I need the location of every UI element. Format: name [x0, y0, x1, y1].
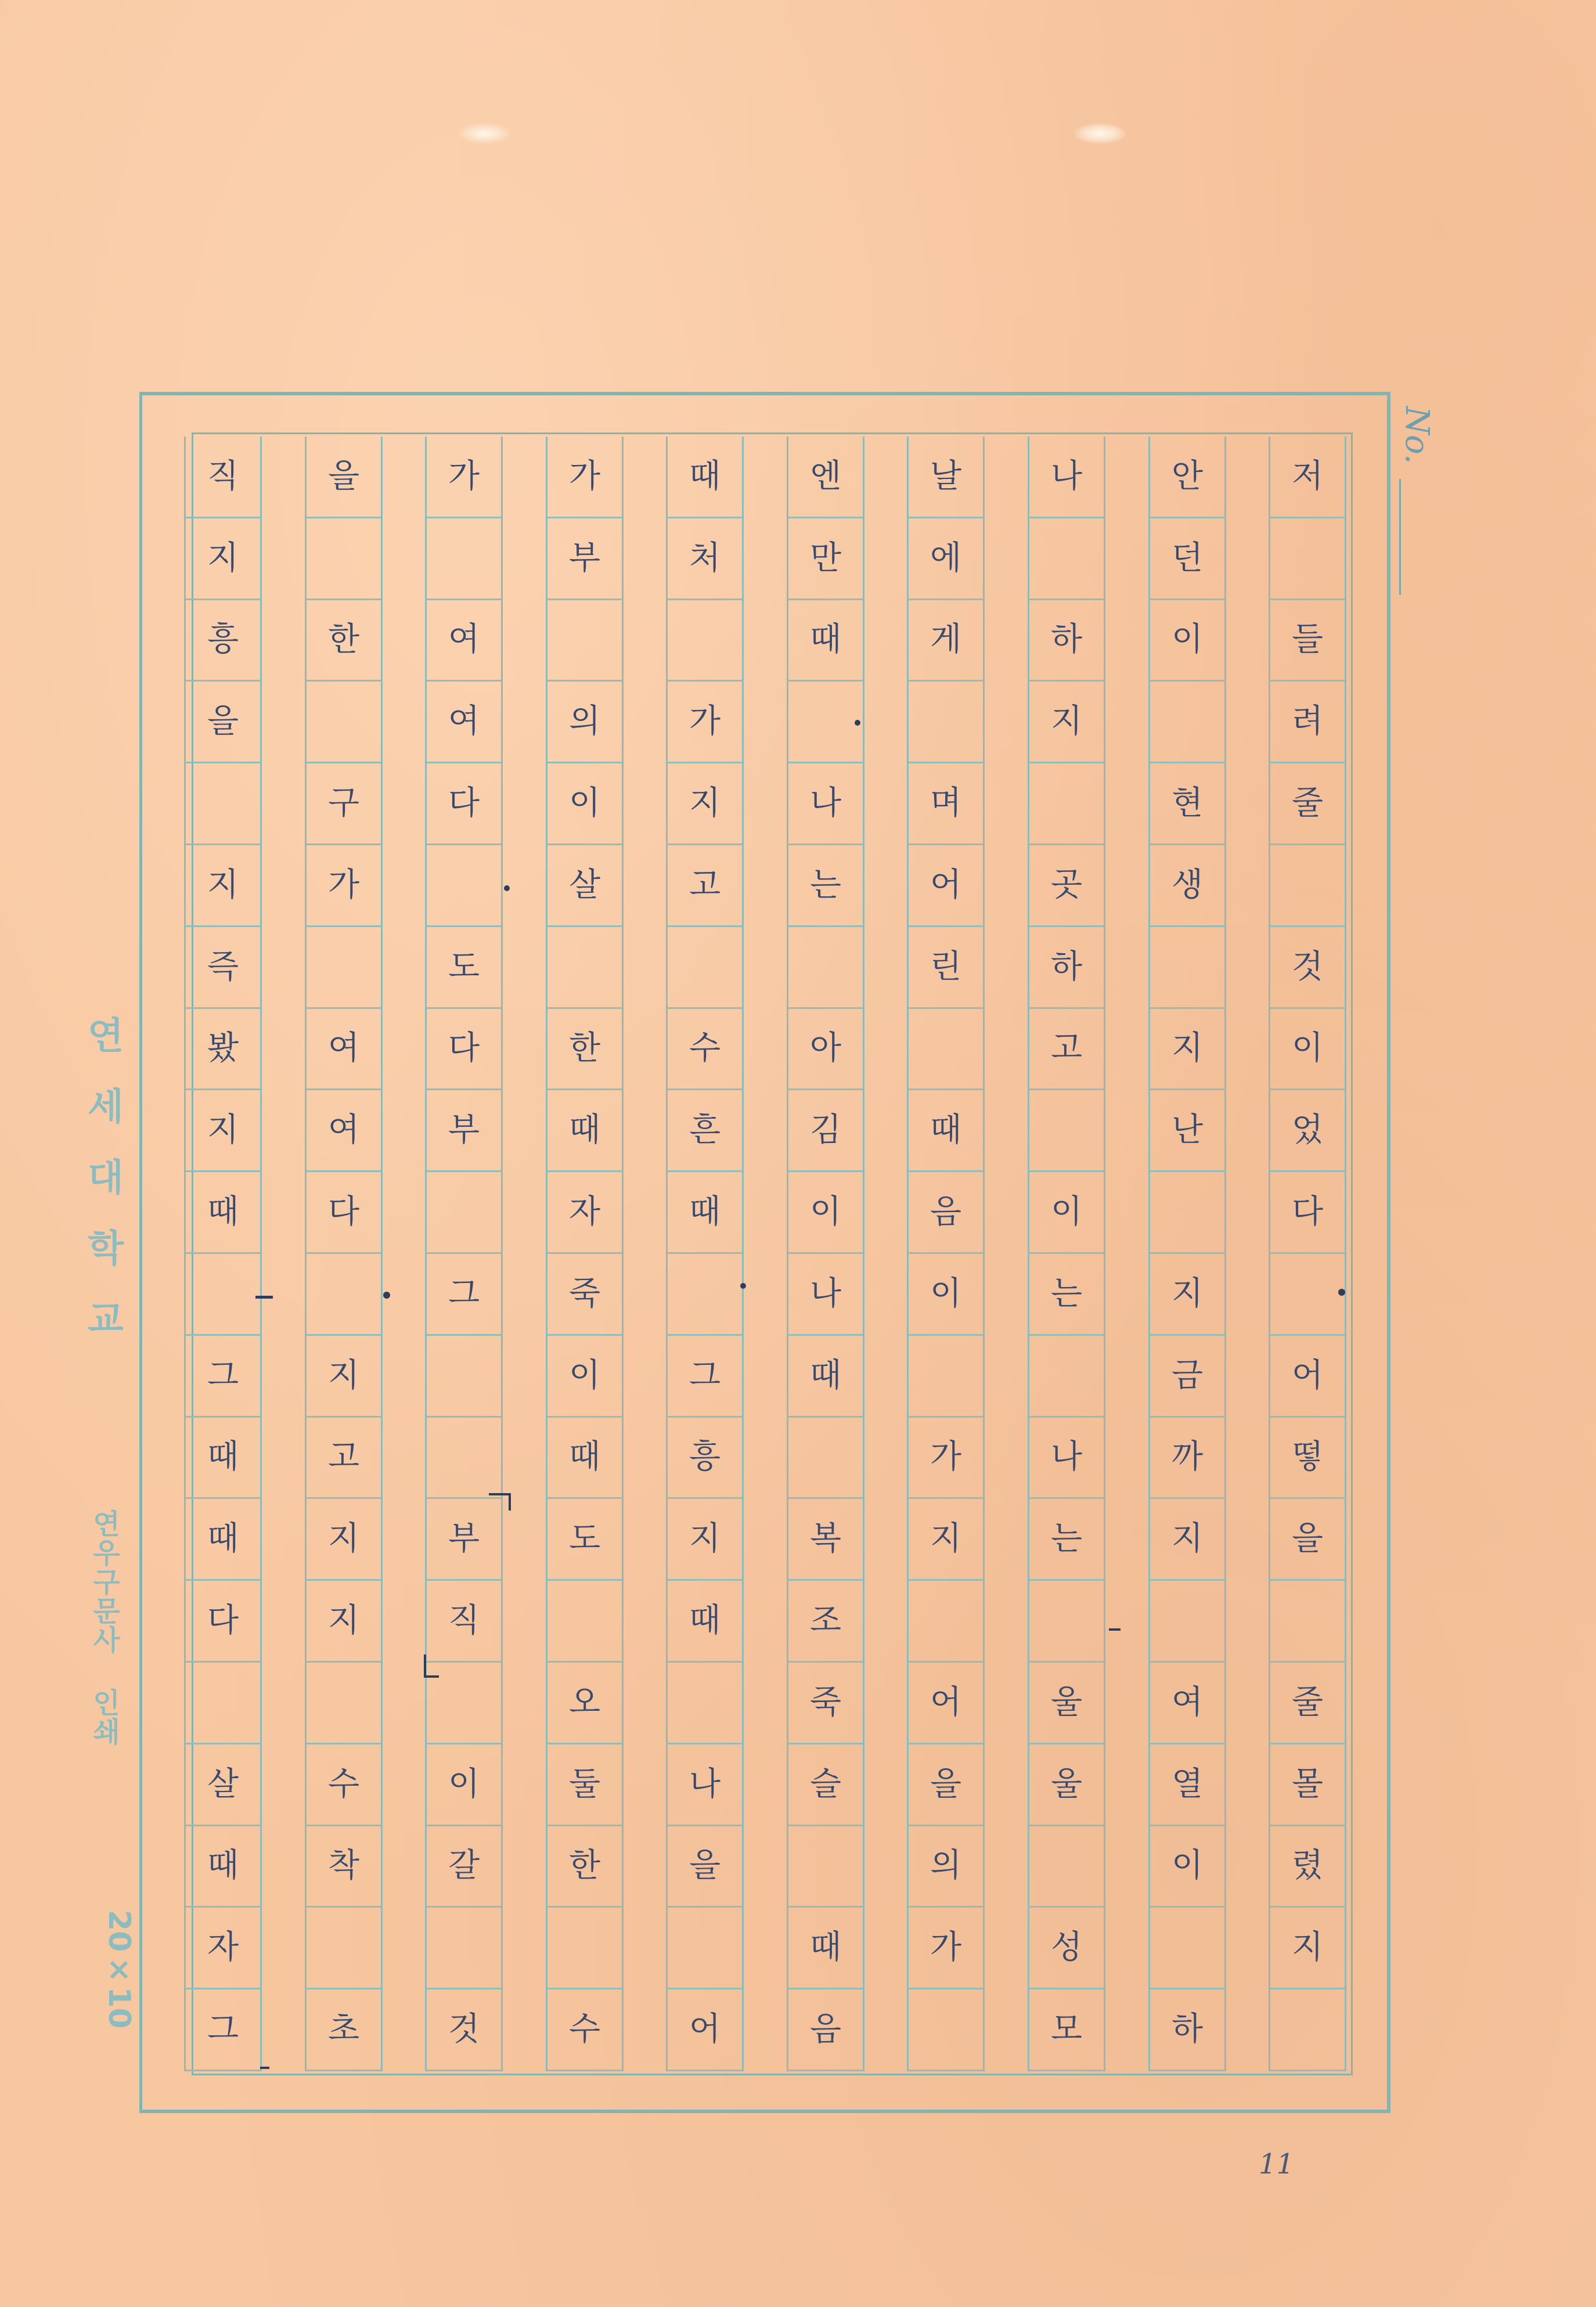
manuscript-cell: 여 [307, 1090, 381, 1172]
manuscript-cell: 지 [668, 1499, 742, 1581]
manuscript-cell [1150, 1908, 1224, 1989]
manuscript-cell: 나 [1029, 437, 1104, 518]
manuscript-cell: 때 [909, 1090, 983, 1172]
manuscript-cell [1270, 1581, 1345, 1663]
manuscript-cell [1029, 1090, 1104, 1172]
punctuation-dot [504, 885, 510, 891]
manuscript-cell [909, 1009, 983, 1091]
manuscript-cell: 생 [1150, 845, 1224, 927]
manuscript-cell: 울 [1029, 1744, 1104, 1826]
manuscript-cell: 죽 [788, 1663, 863, 1744]
manuscript-cell [1150, 927, 1224, 1009]
manuscript-cell: 성 [1029, 1908, 1104, 1989]
manuscript-cell: 을 [186, 682, 260, 763]
manuscript-cell: 여 [307, 1009, 381, 1091]
no-underline [1399, 479, 1401, 595]
manuscript-cell [909, 682, 983, 763]
manuscript-cell: 도 [547, 1499, 622, 1581]
manuscript-cell [668, 1908, 742, 1989]
manuscript-cell: 떻 [1270, 1418, 1345, 1499]
manuscript-cell: 열 [1150, 1744, 1224, 1826]
manuscript-cell: 다 [427, 1009, 501, 1091]
punctuation-dot [1338, 1289, 1345, 1296]
manuscript-cell: 다 [1270, 1172, 1345, 1254]
manuscript-cell: 게 [909, 600, 983, 682]
manuscript-cell: 흥 [186, 600, 260, 682]
manuscript-cell: 의 [909, 1826, 983, 1908]
manuscript-cell [307, 1663, 381, 1744]
manuscript-cell: 다 [186, 1581, 260, 1663]
manuscript-cell [547, 927, 622, 1009]
manuscript-cell: 슬 [788, 1744, 863, 1826]
manuscript-cell [1029, 1336, 1104, 1418]
manuscript-cell [427, 845, 501, 927]
manuscript-cell: 흥 [668, 1418, 742, 1499]
manuscript-cell: 이 [788, 1172, 863, 1254]
manuscript-cell [1150, 1581, 1224, 1663]
manuscript-cell [1029, 518, 1104, 600]
manuscript-cell: 한 [547, 1009, 622, 1091]
manuscript-cell: 을 [307, 437, 381, 518]
manuscript-cell: 가 [427, 437, 501, 518]
manuscript-cell: 의 [547, 682, 622, 763]
manuscript-cell: 이 [427, 1744, 501, 1826]
manuscript-cell: 김 [788, 1090, 863, 1172]
manuscript-cell: 때 [547, 1090, 622, 1172]
manuscript-cell: 이 [1150, 1826, 1224, 1908]
manuscript-cell: 가 [909, 1418, 983, 1499]
manuscript-cell: 지 [909, 1499, 983, 1581]
manuscript-cell: 나 [788, 1254, 863, 1336]
manuscript-cell: 지 [307, 1499, 381, 1581]
manuscript-column [666, 437, 744, 2071]
manuscript-cell: 한 [307, 600, 381, 682]
manuscript-cell: 때 [668, 437, 742, 518]
manuscript-cell: 금 [1150, 1336, 1224, 1418]
manuscript-cell: 오 [547, 1663, 622, 1744]
manuscript-cell: 안 [1150, 437, 1224, 518]
manuscript-cell: 나 [1029, 1418, 1104, 1499]
manuscript-cell [547, 1908, 622, 1989]
manuscript-cell: 여 [427, 600, 501, 682]
manuscript-cell: 엔 [788, 437, 863, 518]
manuscript-cell: 줄 [1270, 1663, 1345, 1744]
manuscript-cell: 지 [186, 845, 260, 927]
manuscript-cell [668, 927, 742, 1009]
manuscript-cell: 이 [547, 1336, 622, 1418]
manuscript-cell [547, 600, 622, 682]
manuscript-cell: 수 [547, 1989, 622, 2071]
manuscript-cell: 때 [788, 1908, 863, 1989]
manuscript-cell [186, 763, 260, 845]
punctuation-dot [855, 720, 860, 726]
manuscript-cell: 때 [186, 1826, 260, 1908]
manuscript-cell: 곳 [1029, 845, 1104, 927]
printer-name: 연우구문사 인쇄 [88, 1509, 120, 1746]
manuscript-cell: 그 [186, 1989, 260, 2071]
manuscript-cell: 모 [1029, 1989, 1104, 2071]
proof-mark [489, 1493, 509, 1495]
manuscript-cell: 이 [909, 1254, 983, 1336]
manuscript-cell: 만 [788, 518, 863, 600]
manuscript-cell [307, 1908, 381, 1989]
manuscript-cell: 나 [668, 1744, 742, 1826]
manuscript-cell: 조 [788, 1581, 863, 1663]
manuscript-cell [1270, 518, 1345, 600]
manuscript-cell: 직 [186, 437, 260, 518]
manuscript-cell: 살 [186, 1744, 260, 1826]
manuscript-cell: 어 [909, 1663, 983, 1744]
manuscript-cell: 가 [668, 682, 742, 763]
manuscript-cell: 지 [1270, 1908, 1345, 1989]
manuscript-cell: 때 [788, 600, 863, 682]
manuscript-cell: 여 [1150, 1663, 1224, 1744]
manuscript-cell: 울 [1029, 1663, 1104, 1744]
manuscript-cell: 을 [1270, 1499, 1345, 1581]
manuscript-cell: 것 [1270, 927, 1345, 1009]
manuscript-cell: 자 [186, 1908, 260, 1989]
manuscript-cell: 며 [909, 763, 983, 845]
manuscript-cell [186, 1254, 260, 1336]
manuscript-cell: 린 [909, 927, 983, 1009]
manuscript-cell [909, 1989, 983, 2071]
manuscript-cell: 고 [668, 845, 742, 927]
manuscript-column [1028, 437, 1105, 2071]
manuscript-cell: 난 [1150, 1090, 1224, 1172]
proof-mark [424, 1654, 426, 1678]
manuscript-cell [307, 1254, 381, 1336]
manuscript-cell [668, 1254, 742, 1336]
manuscript-column [1148, 437, 1226, 2071]
manuscript-cell: 지 [1029, 682, 1104, 763]
manuscript-cell: 렸 [1270, 1826, 1345, 1908]
manuscript-cell: 복 [788, 1499, 863, 1581]
manuscript-cell [427, 1336, 501, 1418]
manuscript-cell [788, 927, 863, 1009]
manuscript-cell: 이 [1029, 1172, 1104, 1254]
manuscript-cell: 여 [427, 682, 501, 763]
manuscript-cell: 부 [427, 1499, 501, 1581]
manuscript-column [907, 437, 985, 2071]
punctuation-dot [740, 1283, 746, 1289]
manuscript-cell: 음 [788, 1989, 863, 2071]
manuscript-column [1269, 437, 1346, 2071]
manuscript-cell [788, 1826, 863, 1908]
manuscript-cell: 부 [547, 518, 622, 600]
punctuation-dot [383, 1292, 390, 1299]
manuscript-cell: 저 [1270, 437, 1345, 518]
manuscript-cell [668, 600, 742, 682]
manuscript-cell: 지 [1150, 1254, 1224, 1336]
manuscript-cell [427, 1418, 501, 1499]
manuscript-cell [307, 927, 381, 1009]
proof-mark [509, 1493, 511, 1511]
manuscript-cell: 어 [668, 1989, 742, 2071]
manuscript-cell: 그 [668, 1336, 742, 1418]
manuscript-cell: 줄 [1270, 763, 1345, 845]
manuscript-cell: 려 [1270, 682, 1345, 763]
manuscript-cell [427, 1908, 501, 1989]
manuscript-cell [788, 1418, 863, 1499]
manuscript-cell: 한 [547, 1826, 622, 1908]
manuscript-cell: 고 [1029, 1009, 1104, 1091]
manuscript-cell: 는 [1029, 1254, 1104, 1336]
manuscript-cell: 음 [909, 1172, 983, 1254]
punch-hole-left [459, 123, 511, 144]
manuscript-column [787, 437, 864, 2071]
manuscript-cell: 이 [547, 763, 622, 845]
manuscript-cell: 봤 [186, 1009, 260, 1091]
manuscript-cell: 는 [788, 845, 863, 927]
manuscript-cell: 아 [788, 1009, 863, 1091]
manuscript-cell: 현 [1150, 763, 1224, 845]
manuscript-cell: 어 [909, 845, 983, 927]
manuscript-cell [1270, 1254, 1345, 1336]
manuscript-cell: 하 [1029, 600, 1104, 682]
manuscript-cell: 것 [427, 1989, 501, 2071]
manuscript-cell: 고 [307, 1418, 381, 1499]
manuscript-cell: 즉 [186, 927, 260, 1009]
manuscript-cell: 가 [307, 845, 381, 927]
manuscript-cell: 도 [427, 927, 501, 1009]
manuscript-cell [1270, 1989, 1345, 2071]
manuscript-cell [307, 682, 381, 763]
proof-mark [1109, 1628, 1121, 1631]
manuscript-cell: 수 [668, 1009, 742, 1091]
manuscript-cell: 그 [186, 1336, 260, 1418]
university-name: 연세대학교 [81, 1016, 124, 1370]
manuscript-cell: 지 [186, 518, 260, 600]
manuscript-cell: 지 [1150, 1499, 1224, 1581]
manuscript-cell: 직 [427, 1581, 501, 1663]
manuscript-cell: 가 [909, 1908, 983, 1989]
manuscript-cell: 어 [1270, 1336, 1345, 1418]
manuscript-cell: 그 [427, 1254, 501, 1336]
manuscript-column [184, 437, 262, 2071]
punch-hole-right [1074, 123, 1126, 144]
manuscript-cell: 지 [307, 1336, 381, 1418]
manuscript-cell [307, 518, 381, 600]
manuscript-cell [909, 1336, 983, 1418]
manuscript-cell: 나 [788, 763, 863, 845]
manuscript-cell [1029, 763, 1104, 845]
manuscript-cell: 몰 [1270, 1744, 1345, 1826]
manuscript-cell [186, 1663, 260, 1744]
manuscript-cell [427, 518, 501, 600]
manuscript-cell: 지 [1150, 1009, 1224, 1091]
manuscript-cell: 지 [307, 1581, 381, 1663]
manuscript-cell: 던 [1150, 518, 1224, 600]
proof-mark [260, 2067, 269, 2069]
manuscript-cell: 는 [1029, 1499, 1104, 1581]
manuscript-cell: 때 [186, 1418, 260, 1499]
manuscript-cell: 가 [547, 437, 622, 518]
manuscript-cell: 수 [307, 1744, 381, 1826]
manuscript-cell: 에 [909, 518, 983, 600]
manuscript-cell: 자 [547, 1172, 622, 1254]
manuscript-cell: 둘 [547, 1744, 622, 1826]
manuscript-cell: 살 [547, 845, 622, 927]
manuscript-cell: 때 [788, 1336, 863, 1418]
manuscript-cell: 때 [547, 1418, 622, 1499]
manuscript-cell [1270, 845, 1345, 927]
manuscript-cell [1029, 1581, 1104, 1663]
manuscript-cell: 하 [1029, 927, 1104, 1009]
manuscript-cell: 까 [1150, 1418, 1224, 1499]
manuscript-cell: 들 [1270, 600, 1345, 682]
manuscript-cell: 부 [427, 1090, 501, 1172]
manuscript-cell: 을 [909, 1744, 983, 1826]
no-label: No. [1398, 406, 1436, 464]
manuscript-cell: 죽 [547, 1254, 622, 1336]
manuscript-cell [1150, 1172, 1224, 1254]
proof-mark [424, 1675, 439, 1678]
manuscript-cell: 때 [186, 1172, 260, 1254]
manuscript-cell: 다 [307, 1172, 381, 1254]
manuscript-cell: 다 [427, 763, 501, 845]
manuscript-cell [547, 1581, 622, 1663]
manuscript-cell: 흔 [668, 1090, 742, 1172]
manuscript-cell: 때 [668, 1172, 742, 1254]
manuscript-cell: 구 [307, 763, 381, 845]
manuscript-cell: 날 [909, 437, 983, 518]
manuscript-cell [909, 1581, 983, 1663]
manuscript-cell [788, 682, 863, 763]
manuscript-cell: 초 [307, 1989, 381, 2071]
manuscript-cell: 하 [1150, 1989, 1224, 2071]
page-number: 11 [1259, 2148, 1295, 2180]
manuscript-cell [1029, 1826, 1104, 1908]
manuscript-cell: 갈 [427, 1826, 501, 1908]
manuscript-cell [1150, 682, 1224, 763]
manuscript-cell: 때 [668, 1581, 742, 1663]
manuscript-cell: 었 [1270, 1090, 1345, 1172]
manuscript-cell [427, 1172, 501, 1254]
manuscript-cell: 처 [668, 518, 742, 600]
proof-mark [255, 1296, 273, 1299]
grid-size-label: 20×10 [102, 1910, 136, 2029]
manuscript-cell: 이 [1270, 1009, 1345, 1091]
manuscript-cell: 지 [668, 763, 742, 845]
manuscript-column [546, 437, 624, 2071]
manuscript-cell: 지 [186, 1090, 260, 1172]
manuscript-cell: 착 [307, 1826, 381, 1908]
manuscript-cell: 을 [668, 1826, 742, 1908]
manuscript-cell: 때 [186, 1499, 260, 1581]
manuscript-column [425, 437, 503, 2071]
manuscript-cell [668, 1663, 742, 1744]
manuscript-column [305, 437, 383, 2071]
manuscript-cell: 이 [1150, 600, 1224, 682]
